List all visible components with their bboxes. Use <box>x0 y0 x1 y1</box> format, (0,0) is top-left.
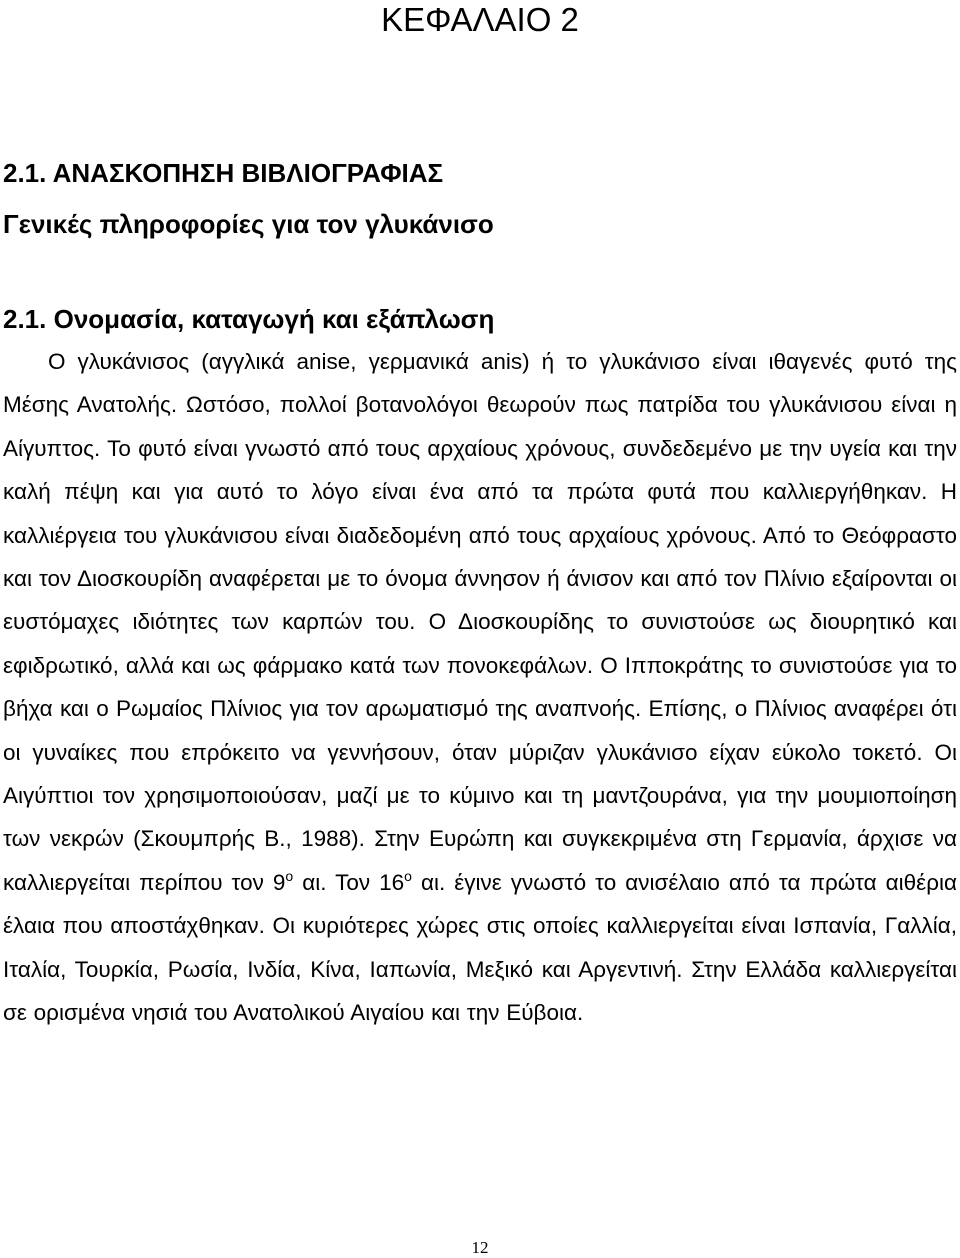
superscript-ordinal-1: ο <box>285 867 294 884</box>
section-heading: 2.1. ΑΝΑΣΚΟΠΗΣΗ ΒΙΒΛΙΟΓΡΑΦΙΑΣ <box>3 158 444 188</box>
body-paragraph <box>3 340 957 1035</box>
section-subtitle: Γενικές πληροφορίες για τον γλυκάνισο <box>3 209 494 239</box>
page-number: 12 <box>471 1238 489 1257</box>
body-text-part-3: αι. έγινε γνωστό το ανισέλαιο από τα πρώτα αιθέρια έλαια που αποστάχθηκαν. Οι κυριότερες χώρες στις οποίες καλλιεργείται είναι Ισπανία, Γαλλία, Ιταλία, Τουρκία, Ρωσία, Ινδία, Κίνα, Ιαπωνία, Μεξικό και Αργεντινή. Στην Ελλάδα καλλιεργείται σε ορισμένα νησιά του Ανατολικού Αιγαίου και την Εύβοια. <box>3 869 957 1026</box>
body-text-part-1: Ο γλυκάνισος (αγγλικά anise, γερμανικά anis) ή το γλυκάνισο είναι ιθαγενές φυτό της Μέσης Ανατολής. Ωστόσο, πολλοί βοτανολόγοι θεωρούν πως πατρίδα του γλυκάνισου είναι η Αίγυπτος. Το φυτό είναι γνωστό από τους αρχαίους χρόνους, συνδεδεμένο με την υγεία και την καλή πέψη και για αυτό το λόγο είναι ένα από τα πρώτα φυτά που καλλιεργήθηκαν. Η καλλιέργεια του γλυκάνισου είναι διαδεδομένη από τους αρχαίους χρόνους. Από το Θεόφραστο και τον Διοσκουρίδη αναφέρεται με το όνομα άννησον ή άνισον και από τον Πλίνιο εξαίρονται οι ευστόμαχες ιδιότητες των καρπών του. Ο Διοσκουρίδης το συνιστούσε ως διουρητικό και εφιδρωτικό, αλλά και ως φάρμακο κατά των πονοκεφάλων. Ο Ιπποκράτης το συνιστούσε για το βήχα και ο Ρωμαίος Πλίνιος για τον αρωματισμό της αναπνοής. Επίσης, ο Πλίνιος αναφέρει ότι οι γυναίκες που επρόκειτο να γεννήσουν, όταν μύριζαν γλυκάνισο είχαν εύκολο τοκετό. Οι Αιγύπτιοι τον χρησιμοποιούσαν, μαζί με το κύμινο και τη μαντζουράνα, για την μουμιοποίηση των νεκρών (Σκουμπρής Β., 1988). Στην Ευρώπη και συγκεκριμένα στη Γερμανία, άρχισε να καλλιεργείται περίπου τον 9 <box>3 349 957 895</box>
chapter-title: ΚΕΦΑΛΑΙΟ 2 <box>381 1 579 38</box>
subsection-heading: 2.1. Ονομασία, καταγωγή και εξάπλωση <box>3 304 495 334</box>
superscript-ordinal-2: ο <box>404 867 412 884</box>
body-text-part-2: αι. Τον 16 <box>293 869 405 895</box>
